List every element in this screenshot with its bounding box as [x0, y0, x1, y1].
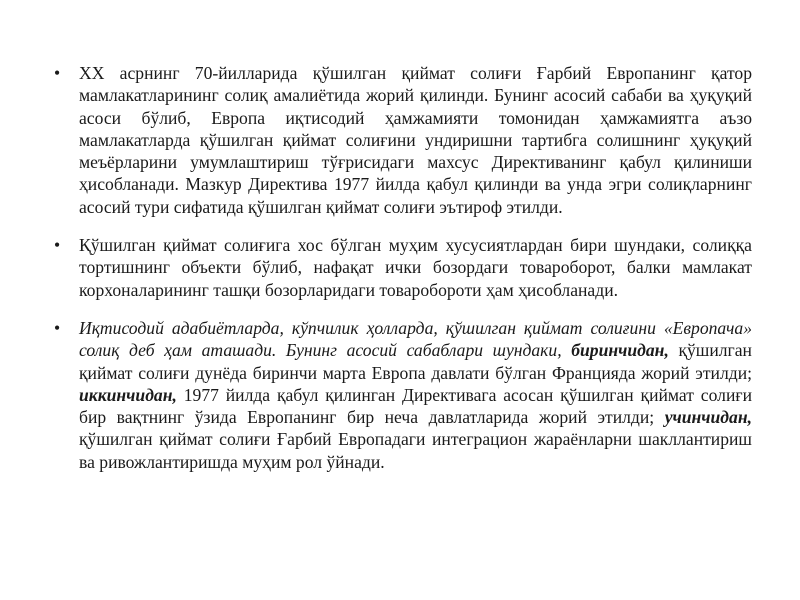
- bullet-text: қўшилган қиймат солиғи дунёда биринчи марта Европа давлати бўлган Францияда жорий этилди;: [79, 340, 752, 383]
- bullet-item-3: [52, 317, 752, 473]
- bullet-marker: •: [54, 63, 61, 83]
- bullet-text: XX асрнинг 70-йилларида қўшилган қиймат солиғи Ғарбий Европанинг қатор мамлакатларининг солиқ амалиётида жорий қилинди. Бунинг асосий сабаби ва ҳуқуқий асоси бўлиб, Европа иқтисодий ҳамжамияти томонидан ҳамжамиятга аъзо мамлакатларда қўшилган қиймат солиғини ундиришни тартибга солишнинг ҳуқуқий меъёрларини умумлаштириш тўғрисидаги махсус Директиванинг қабул қилиниши ҳисобланади. Мазкур Директива 1977 йилда қабул қилинди ва унда эгри солиқларнинг асосий тури сифатида қўшилган қиймат солиғи эътироф этилди.: [79, 63, 752, 217]
- bullet-list: [52, 62, 752, 473]
- bullet-item-1: [52, 62, 752, 218]
- bullet-text: қўшилган қиймат солиғи Ғарбий Европадаги интеграцион жараёнларни шакллантириш ва ривожлантиришда муҳим рол ўйнади.: [79, 429, 752, 472]
- bullet-intro-italic: Иқтисодий адабиётларда, кўпчилик ҳолларда, қўшилган қиймат солиғини «Европача» солиқ деб ҳам аташади. Бунинг асосий сабаблари шундаки,: [79, 317, 752, 361]
- bullet-marker: •: [54, 235, 61, 256]
- bullet-text: 1977 йилда қабул қилинган Директивага асосан қўшилган қиймат солиғи бир вақтнинг ўзида Европанинг бир неча давлатларида жорий этилди;: [79, 384, 752, 428]
- bullet-item-2: [52, 234, 752, 301]
- bullet-text: Қўшилган қиймат солиғига хос бўлган муҳим хусусиятлардан бири шундаки, солиққа тортишнинг объекти бўлиб, нафақат ички бозордаги товароборот, балки мамлакат корхоналарининг ташқи бозорларидаги товароборoти ҳам ҳисобланади.: [79, 235, 752, 300]
- emphasis-second: иккинчидан,: [79, 384, 177, 405]
- emphasis-third: учинчидан,: [664, 407, 752, 428]
- emphasis-first: биринчидан,: [571, 340, 669, 361]
- bullet-marker: •: [54, 317, 61, 338]
